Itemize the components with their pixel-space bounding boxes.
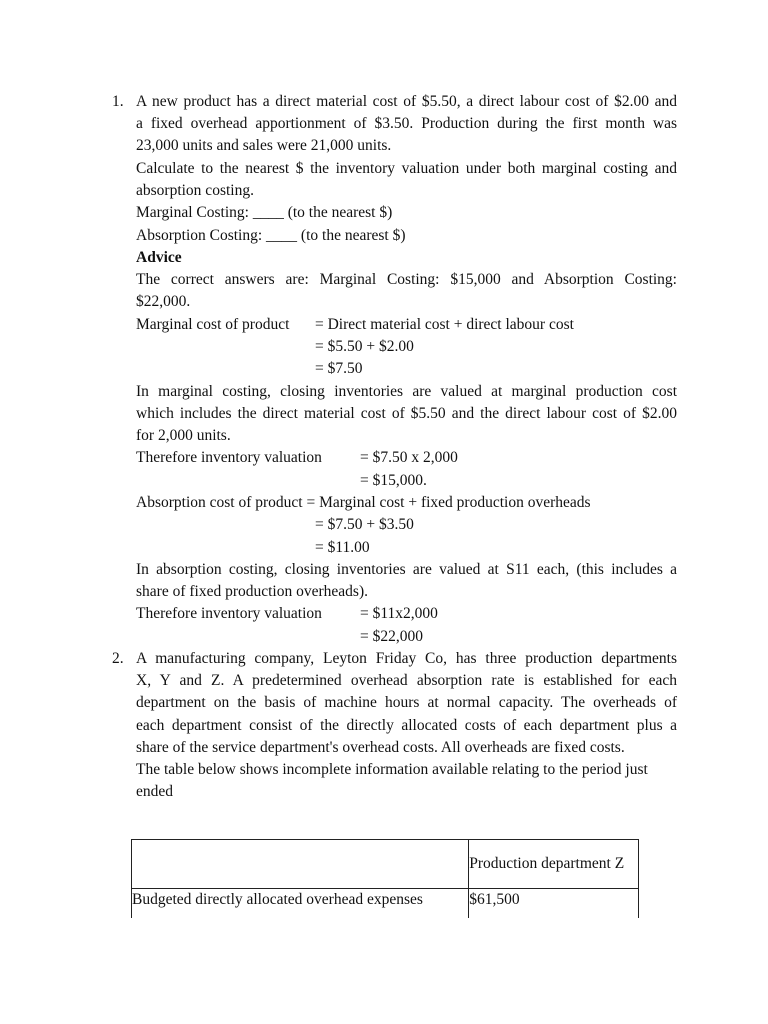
- absorption-text-line-1: In absorption costing, closing inventories are valued at S11 each, (this includes a: [136, 561, 677, 578]
- answer-line-1: The correct answers are: Marginal Costing: $15,000 and Absorption Costing:: [136, 271, 677, 288]
- absorption-valuation-step-1: = $11x2,000: [360, 605, 438, 622]
- table-cell-label: Budgeted directly allocated overhead expenses: [132, 889, 469, 920]
- q1-line-2: a fixed overhead apportionment of $3.50. Production during the first month was: [136, 115, 677, 132]
- marginal-cost-step-2: = $5.50 + $2.00: [315, 338, 414, 355]
- advice-heading: Advice: [136, 249, 182, 266]
- absorption-cost-step-2: = $11.00: [315, 539, 370, 556]
- q1-line-4: Calculate to the nearest $ the inventory valuation under both marginal costing and: [136, 160, 677, 177]
- marginal-valuation-step-2: = $15,000.: [360, 472, 427, 489]
- absorption-cost-label: Absorption cost of product = Marginal cost + fixed production overheads: [136, 494, 591, 511]
- marginal-cost-label: Marginal cost of product: [136, 316, 290, 333]
- table-header-cell-empty: [132, 840, 469, 889]
- q2-line-2: X, Y and Z. A predetermined overhead absorption rate is established for each: [136, 672, 677, 689]
- overhead-table: [131, 839, 639, 920]
- marginal-text-line-3: for 2,000 units.: [136, 427, 231, 444]
- absorption-valuation-label: Therefore inventory valuation: [136, 605, 322, 622]
- q2-line-5: share of the service department's overhead costs. All overheads are fixed costs.: [136, 739, 625, 756]
- marginal-cost-step-3: = $7.50: [315, 360, 363, 377]
- question-number-2: 2.: [112, 650, 124, 667]
- table-cell-value: $61,500: [469, 889, 639, 920]
- table-header-row: [132, 840, 639, 889]
- page-continuation-mask: [0, 918, 768, 1024]
- q2-line-6: The table below shows incomplete information available relating to the period just: [136, 761, 648, 778]
- absorption-cost-step-1: = $7.50 + $3.50: [315, 516, 414, 533]
- q2-line-1: A manufacturing company, Leyton Friday Co, has three production departments: [136, 650, 677, 667]
- question-number-1: 1.: [112, 93, 124, 110]
- absorption-valuation-step-2: = $22,000: [360, 628, 423, 645]
- q1-line-5: absorption costing.: [136, 182, 254, 199]
- marginal-text-line-1: In marginal costing, closing inventories are valued at marginal production cost: [136, 383, 677, 400]
- q1-line-3: 23,000 units and sales were 21,000 units.: [136, 137, 392, 154]
- table-header-cell-dept-z: Production department Z: [469, 840, 639, 889]
- marginal-valuation-label: Therefore inventory valuation: [136, 449, 322, 466]
- q1-absorption-costing-prompt: Absorption Costing: ____ (to the nearest $): [136, 227, 406, 244]
- q2-line-3: department on the basis of machine hours at normal capacity. The overheads of: [136, 694, 677, 711]
- q2-line-7: ended: [136, 783, 174, 800]
- table-row: [132, 889, 639, 920]
- q1-line-1: A new product has a direct material cost of $5.50, a direct labour cost of $2.00 and: [136, 93, 677, 110]
- answer-line-2: $22,000.: [136, 293, 191, 310]
- q1-marginal-costing-prompt: Marginal Costing: ____ (to the nearest $): [136, 204, 393, 221]
- q2-line-4: each department consist of the directly allocated costs of each department plus a: [136, 717, 677, 734]
- absorption-text-line-2: share of fixed production overheads).: [136, 583, 368, 600]
- marginal-valuation-step-1: = $7.50 x 2,000: [360, 449, 458, 466]
- marginal-cost-step-1: = Direct material cost + direct labour cost: [315, 316, 574, 333]
- marginal-text-line-2: which includes the direct material cost of $5.50 and the direct labour cost of $2.00: [136, 405, 677, 422]
